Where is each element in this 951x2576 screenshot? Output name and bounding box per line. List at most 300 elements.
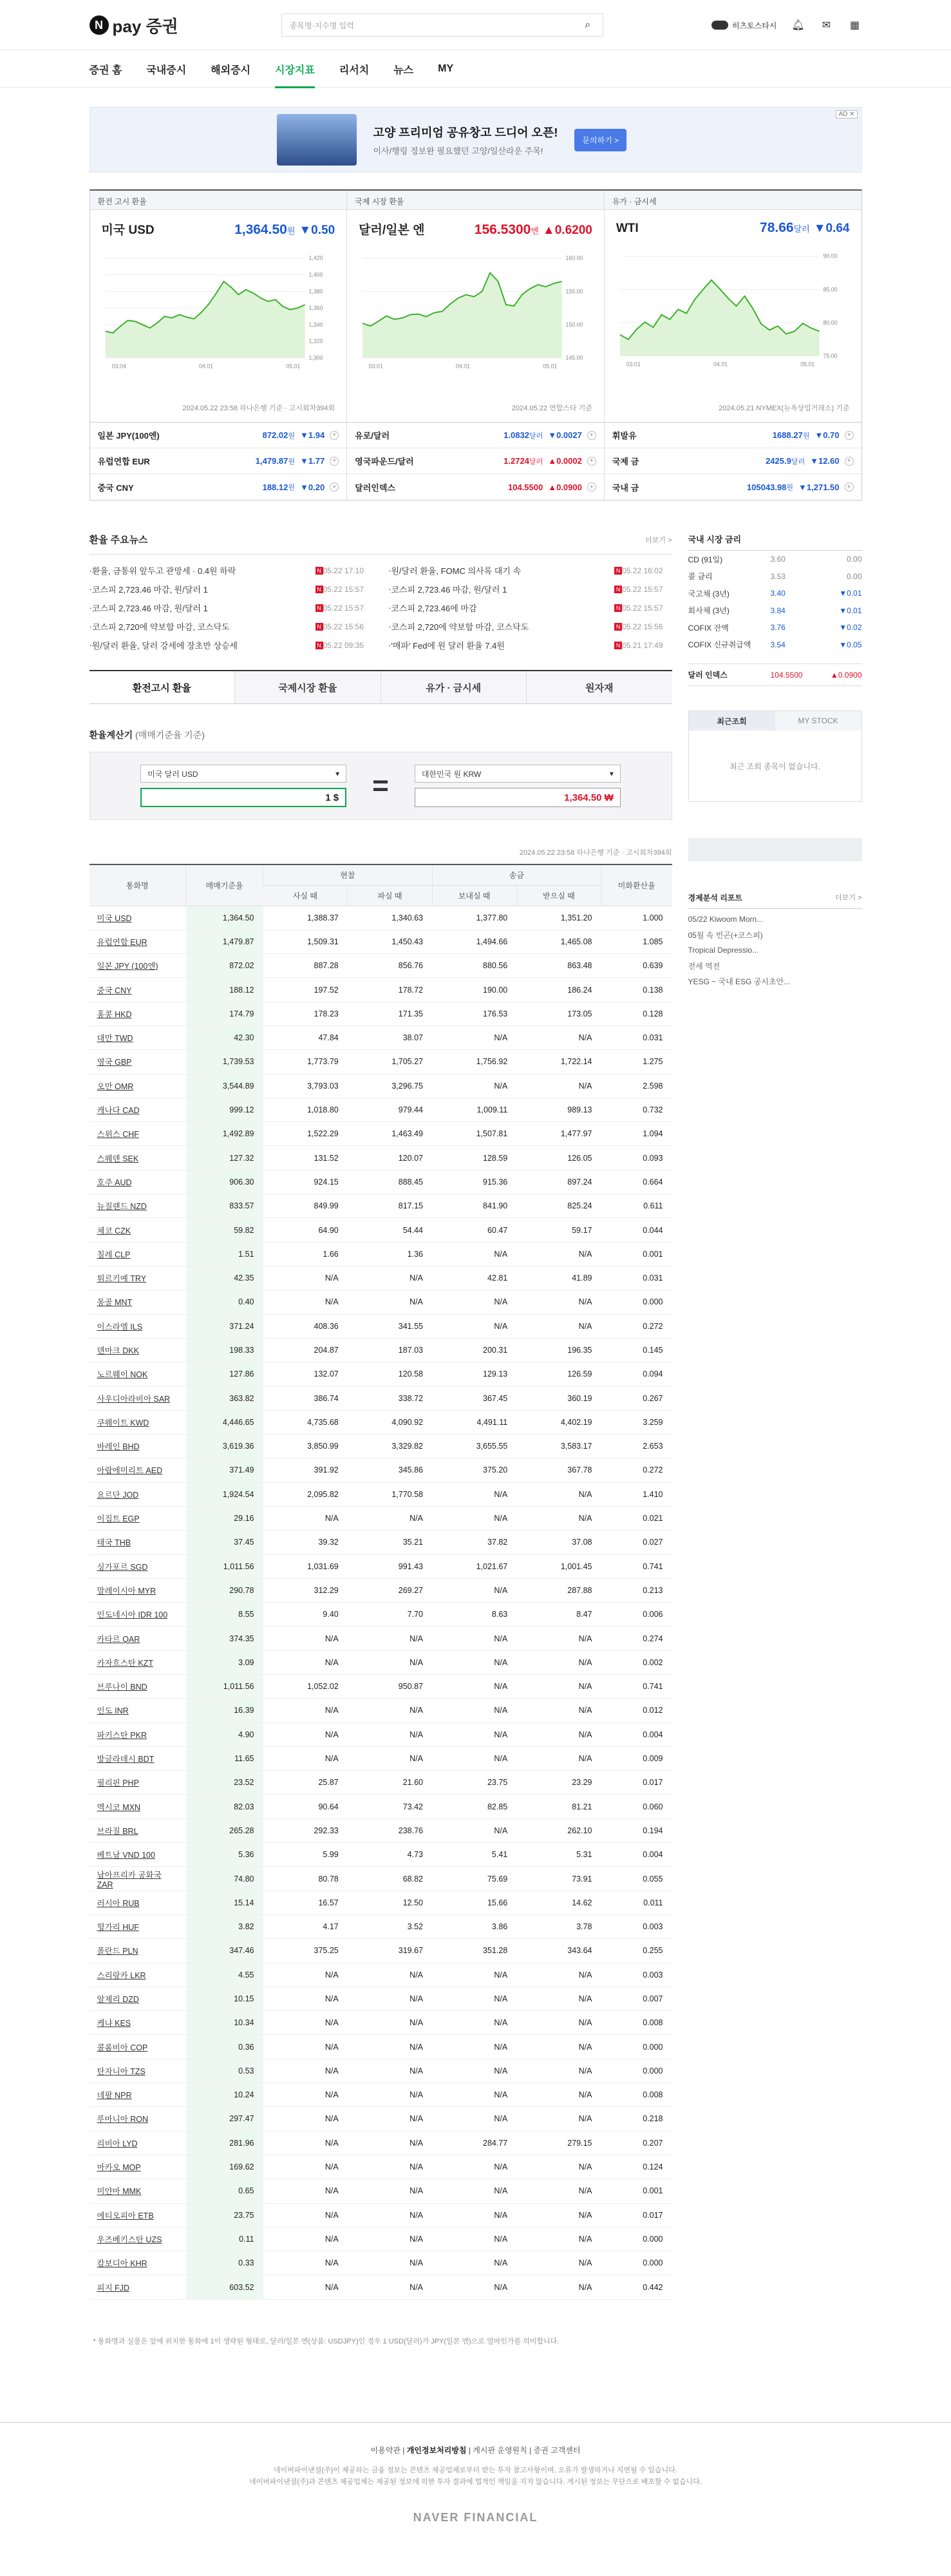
table-row[interactable] xyxy=(89,906,672,930)
market-section-head[interactable]: 환전 고시 환율 xyxy=(97,197,147,206)
currency-name-link[interactable]: 중국 CNY xyxy=(89,978,186,1002)
market-card[interactable] xyxy=(604,210,862,422)
search-input[interactable]: 종목명·지수명 입력 ⌕ xyxy=(281,14,603,37)
market-row[interactable] xyxy=(90,448,347,474)
rate-cell: 47.84 xyxy=(263,1026,348,1049)
add-favorite-icon[interactable]: + xyxy=(845,431,854,440)
table-row[interactable] xyxy=(89,930,672,953)
table-row[interactable] xyxy=(89,1578,672,1602)
table-row[interactable] xyxy=(89,1506,672,1530)
currency-name-link[interactable]: 튀르키예 TRY xyxy=(89,1266,186,1290)
rate-value: 3.76 xyxy=(770,623,786,633)
domestic-rate-row[interactable] xyxy=(688,551,862,568)
rate-cell: N/A xyxy=(263,1746,348,1770)
footer-link[interactable]: 개인정보처리방침 xyxy=(406,2446,467,2455)
currency-name-link[interactable]: 호주 AUD xyxy=(89,1170,186,1194)
table-row[interactable] xyxy=(89,1170,672,1194)
market-row-value: 105043.98 xyxy=(746,482,787,492)
currency-name-link[interactable]: 케냐 KES xyxy=(89,2011,186,2035)
rate-cell: N/A xyxy=(348,2107,432,2131)
market-row-name: 달러인덱스 xyxy=(355,482,395,493)
market-row[interactable] xyxy=(605,474,862,500)
currency-name-link[interactable]: 말레이시아 MYR xyxy=(89,1578,186,1602)
rate-cell: 1,756.92 xyxy=(432,1050,516,1074)
bell-icon[interactable]: 🔔︎ xyxy=(791,20,805,31)
bullet: · xyxy=(388,566,391,575)
table-row[interactable] xyxy=(89,2179,672,2203)
y-tick-label: 155.00 xyxy=(565,288,583,295)
add-favorite-icon[interactable]: + xyxy=(587,431,596,440)
news-headline[interactable]: '매파' Fed에 원 달러 환율 7.4원 xyxy=(391,641,505,651)
currency-name-link[interactable]: 일본 JPY (100엔) xyxy=(89,954,186,978)
table-row[interactable] xyxy=(89,1987,672,2010)
table-row[interactable] xyxy=(89,1410,672,1434)
table-row[interactable] xyxy=(89,1914,672,1938)
currency-name-link[interactable]: 루마니아 RON xyxy=(89,2107,186,2131)
nav-tab[interactable]: 국내증시 xyxy=(146,64,187,76)
table-row[interactable] xyxy=(89,1122,672,1146)
market-row-value: 1.0832 xyxy=(504,430,529,440)
rate-cell: 1,450.43 xyxy=(348,930,432,953)
table-row[interactable] xyxy=(89,1218,672,1242)
rate-cell: 21.60 xyxy=(348,1771,432,1795)
nav-tab[interactable]: 해외증시 xyxy=(211,64,250,76)
market-row-unit: 원 xyxy=(288,484,295,491)
table-row[interactable] xyxy=(89,1435,672,1458)
rate-cell: 29.16 xyxy=(186,1506,263,1530)
rate-cell: 0.732 xyxy=(601,1098,672,1121)
footer-link[interactable]: 증권 고객센터 xyxy=(533,2446,581,2455)
currency-name-link[interactable]: 러시아 RUB xyxy=(89,1891,186,1914)
currency-name-link[interactable]: 리비아 LYD xyxy=(89,2131,186,2155)
rate-cell: 4,735.68 xyxy=(263,1410,348,1434)
rate-cell: 269.27 xyxy=(348,1578,432,1602)
domestic-rate-row[interactable] xyxy=(688,619,862,636)
table-row[interactable] xyxy=(89,1074,672,1098)
table-row[interactable] xyxy=(89,1603,672,1627)
report-item[interactable]: 05/22 Kiwoom Morn... xyxy=(688,915,764,924)
news-item[interactable] xyxy=(89,617,373,636)
rate-cell: 42.35 xyxy=(186,1266,263,1290)
rate-cell: N/A xyxy=(516,1675,601,1699)
table-row[interactable] xyxy=(89,1194,672,1218)
rate-cell: N/A xyxy=(432,2275,516,2299)
currency-name-link[interactable]: 영국 GBP xyxy=(89,1050,186,1074)
market-card[interactable] xyxy=(346,210,604,422)
currency-name-link[interactable]: 체코 CZK xyxy=(89,1218,186,1242)
nav-tab[interactable]: 증권 홈 xyxy=(89,64,122,76)
currency-name-link[interactable]: 태국 THB xyxy=(89,1531,186,1554)
nav-tab[interactable]: 리서치 xyxy=(339,64,370,76)
market-card-note: 2024.05.21 NYMEX(뉴욕상업거래소) 기준 xyxy=(719,405,850,412)
dollar-index-row[interactable]: 달러 인덱스 104.5500 ▲0.0900 xyxy=(688,663,862,686)
currency-name-link[interactable]: 필리핀 PHP xyxy=(89,1771,186,1795)
market-row-unit: 달러 xyxy=(529,432,543,440)
ad-inquiry-button[interactable]: 문의하기 > xyxy=(574,129,626,151)
rate-cell: N/A xyxy=(263,2035,348,2059)
market-section-head[interactable]: 유가 · 금시세 xyxy=(604,191,862,209)
market-card-unit: 달러 xyxy=(793,224,810,234)
table-row[interactable] xyxy=(89,1554,672,1578)
news-headline[interactable]: 원/달러 환율, 달러 강세에 장초반 상승세 xyxy=(91,641,238,651)
market-row[interactable] xyxy=(347,474,604,500)
rate-name: COFIX 신규취급액 xyxy=(688,640,751,650)
table-row[interactable] xyxy=(89,2035,672,2059)
rate-cell: N/A xyxy=(348,2203,432,2227)
table-row[interactable] xyxy=(89,1627,672,1650)
rate-cell: 120.58 xyxy=(348,1362,432,1386)
bullet: · xyxy=(388,603,391,613)
currency-name-link[interactable]: 미국 USD xyxy=(89,906,186,930)
market-row[interactable] xyxy=(605,423,862,448)
currency-name-link[interactable]: 베트남 VND 100 xyxy=(89,1843,186,1867)
nav-tab[interactable]: MY xyxy=(438,63,454,74)
rate-tab[interactable]: 원자재 xyxy=(526,671,672,703)
domestic-rate-row[interactable] xyxy=(688,636,862,654)
add-favorite-icon[interactable]: + xyxy=(587,457,596,466)
table-row[interactable] xyxy=(89,1891,672,1914)
rate-cell: 0.213 xyxy=(601,1578,672,1602)
add-favorite-icon[interactable]: + xyxy=(330,482,339,491)
rate-cell: N/A xyxy=(432,1290,516,1314)
table-row[interactable] xyxy=(89,1482,672,1506)
rate-cell: 1,739.53 xyxy=(186,1050,263,1074)
y-tick-label: 1,300 xyxy=(308,354,323,361)
news-item[interactable] xyxy=(388,561,672,580)
table-row[interactable] xyxy=(89,1867,672,1891)
table-row[interactable] xyxy=(89,2107,672,2131)
currency-name-link[interactable]: 쿠웨이트 KWD xyxy=(89,1410,186,1434)
market-row-value: 872.02 xyxy=(262,430,288,440)
rate-cell: N/A xyxy=(348,2251,432,2275)
news-headline[interactable]: 코스피 2,720에 약보합 마감, 코스닥도 xyxy=(391,622,529,632)
currency-name-link[interactable]: 우즈베키스탄 UZS xyxy=(89,2227,186,2251)
currency-name-link[interactable]: 이스라엘 ILS xyxy=(89,1314,186,1338)
recent-tab[interactable]: MY STOCK xyxy=(775,711,862,730)
news-headline[interactable]: 코스피 2,723.46에 마감 xyxy=(391,604,477,613)
currency-name-link[interactable]: 오만 OMR xyxy=(89,1074,186,1098)
report-item[interactable]: 전세 역전 xyxy=(688,961,720,971)
ad-close-button[interactable]: AD ✕ xyxy=(836,110,857,119)
rate-cell: 39.32 xyxy=(263,1531,348,1554)
table-row[interactable] xyxy=(89,1771,672,1795)
chevron-down-icon: ▾ xyxy=(609,769,614,778)
currency-name-link[interactable]: 미얀마 MMK xyxy=(89,2179,186,2203)
market-card-note: 2024.05.22 23:58 하나은행 기준 · 고시회차394회 xyxy=(182,405,335,412)
rate-cell: 1,522.29 xyxy=(263,1122,348,1146)
currency-name-link[interactable]: 스위스 CHF xyxy=(89,1122,186,1146)
mail-icon[interactable]: ✉ xyxy=(822,20,831,31)
recent-tab[interactable]: 최근조회 xyxy=(689,711,775,730)
add-favorite-icon[interactable]: + xyxy=(845,457,854,466)
rate-cell: 59.82 xyxy=(186,1218,263,1242)
rate-tab[interactable]: 환전고시 환율 xyxy=(89,671,235,703)
y-tick-label: 75.00 xyxy=(823,352,838,359)
currency-name-link[interactable]: 폴란드 PLN xyxy=(89,1939,186,1963)
rate-cell: N/A xyxy=(348,2155,432,2179)
rate-cell: N/A xyxy=(516,2227,601,2251)
market-row-value: 2425.9 xyxy=(766,456,791,466)
rate-cell: 0.044 xyxy=(601,1218,672,1242)
news-item[interactable] xyxy=(89,580,373,598)
currency-name-link[interactable]: 캄보디아 KHR xyxy=(89,2251,186,2275)
table-row[interactable] xyxy=(89,2251,672,2275)
rate-cell: N/A xyxy=(263,2251,348,2275)
table-row[interactable] xyxy=(89,954,672,978)
table-row[interactable] xyxy=(89,1362,672,1386)
rate-cell: 0.741 xyxy=(601,1554,672,1578)
currency-name-link[interactable]: 카타르 QAR xyxy=(89,1627,186,1650)
rate-cell: 1,021.67 xyxy=(432,1554,516,1578)
news-headline[interactable]: 원/달러 환율, FOMC 의사록 대기 속 xyxy=(391,566,522,576)
rate-cell: 319.67 xyxy=(348,1939,432,1963)
currency-name-link[interactable]: 알제리 DZD xyxy=(89,1987,186,2010)
currency-name-link[interactable]: 멕시코 MXN xyxy=(89,1795,186,1818)
rate-cell: N/A xyxy=(516,1482,601,1506)
market-row-name: 국제 금 xyxy=(612,457,639,466)
table-row[interactable] xyxy=(89,1338,672,1362)
y-tick-label: 1,360 xyxy=(308,305,323,312)
rate-cell: N/A xyxy=(516,2155,601,2179)
currency-name-link[interactable]: 스웨덴 SEK xyxy=(89,1146,186,1170)
market-card[interactable] xyxy=(90,210,347,422)
rate-cell: N/A xyxy=(432,1506,516,1530)
table-row[interactable] xyxy=(89,1314,672,1338)
currency-name-link[interactable]: 인도네시아 IDR 100 xyxy=(89,1603,186,1627)
currency-name-link[interactable]: 에티오피아 ETB xyxy=(89,2203,186,2227)
news-item[interactable] xyxy=(388,580,672,598)
news-headline[interactable]: 코스피 2,723.46 마감, 원/달러 1 xyxy=(91,585,208,595)
add-favorite-icon[interactable]: + xyxy=(845,482,854,491)
table-row[interactable] xyxy=(89,1795,672,1818)
ad-banner[interactable] xyxy=(89,107,862,173)
table-row[interactable] xyxy=(89,2227,672,2251)
currency-name-link[interactable]: 요르단 JOD xyxy=(89,1482,186,1506)
domestic-rate-row[interactable] xyxy=(688,602,862,620)
rate-tab[interactable]: 유가 · 금시세 xyxy=(381,671,527,703)
currency-name-link[interactable]: 헝가리 HUF xyxy=(89,1914,186,1938)
y-tick-label: 90.00 xyxy=(823,253,838,260)
table-row[interactable] xyxy=(89,1266,672,1290)
news-item[interactable] xyxy=(89,561,373,580)
add-favorite-icon[interactable]: + xyxy=(587,482,596,491)
rate-cell: 132.07 xyxy=(263,1362,348,1386)
currency-name-link[interactable]: 유럽연합 EUR xyxy=(89,930,186,953)
table-row[interactable] xyxy=(89,2275,672,2299)
table-row[interactable] xyxy=(89,1722,672,1746)
rate-cell: 0.000 xyxy=(601,2251,672,2275)
currency-name-link[interactable]: 아랍에미리트 AED xyxy=(89,1458,186,1482)
market-row-unit: 달러 xyxy=(791,457,805,466)
news-item[interactable] xyxy=(388,617,672,636)
report-item[interactable]: Tropical Depressio... xyxy=(688,946,759,955)
currency-name-link[interactable]: 피지 FJD xyxy=(89,2275,186,2299)
market-row-change: ▼12.60 xyxy=(810,456,840,466)
rate-cell: N/A xyxy=(432,2035,516,2059)
rate-cell: 1,463.49 xyxy=(348,1122,432,1146)
rate-cell: 1.000 xyxy=(601,906,672,930)
currency-name-link[interactable]: 몽골 MNT xyxy=(89,1290,186,1314)
rate-cell: 0.001 xyxy=(601,2179,672,2203)
x-tick-label: 05.01 xyxy=(285,363,300,370)
currency-name-link[interactable]: 바레인 BHD xyxy=(89,1435,186,1458)
rate-change: ▼0.02 xyxy=(839,623,862,633)
market-row[interactable] xyxy=(347,423,604,448)
news-item[interactable] xyxy=(388,636,672,654)
rate-cell: 0.031 xyxy=(601,1266,672,1290)
currency-name-link[interactable]: 덴마크 DKK xyxy=(89,1338,186,1362)
currency-name-link[interactable]: 남아프리카 공화국 ZAR xyxy=(89,1867,186,1891)
rate-cell: 3,850.99 xyxy=(263,1435,348,1458)
add-favorite-icon[interactable]: + xyxy=(330,457,339,466)
currency-name-link[interactable]: 콜롬비아 COP xyxy=(89,2035,186,2059)
rate-tab[interactable]: 국제시장 환율 xyxy=(234,671,381,703)
table-row[interactable] xyxy=(89,1843,672,1867)
currency-name-link[interactable]: 마카오 MOP xyxy=(89,2155,186,2179)
currency-name-link[interactable]: 홍콩 HKD xyxy=(89,1002,186,1026)
main-nav xyxy=(0,50,951,88)
report-item[interactable]: 05월 속 빈곤(+코스피) xyxy=(688,930,763,940)
news-item[interactable] xyxy=(388,598,672,617)
currency-name-link[interactable]: 파키스탄 PKR xyxy=(89,1722,186,1746)
table-row[interactable] xyxy=(89,1963,672,1987)
rate-cell: 4,402.19 xyxy=(516,1410,601,1434)
report-item[interactable]: YESG ~ 국내 ESG 공시초안... xyxy=(688,977,791,986)
market-row[interactable] xyxy=(90,423,347,448)
footer-link[interactable]: 게시판 운영원칙 xyxy=(473,2446,527,2455)
rate-cell: 0.65 xyxy=(186,2179,263,2203)
rate-cell: 0.001 xyxy=(601,1242,672,1266)
news-headline[interactable]: 코스피 2,720에 약보합 마감, 코스닥도 xyxy=(91,622,230,632)
rate-cell: 849.99 xyxy=(263,1194,348,1218)
from-amount-input[interactable]: 1 $ xyxy=(140,788,346,807)
footer-link[interactable]: 이용약관 xyxy=(370,2446,400,2455)
news-item[interactable] xyxy=(89,636,373,654)
currency-name-link[interactable]: 브라질 BRL xyxy=(89,1818,186,1842)
rate-change: ▼0.05 xyxy=(839,640,862,649)
market-section-head[interactable]: 국제 시장 환율 xyxy=(346,191,604,209)
table-row[interactable] xyxy=(89,1050,672,1074)
currency-name-link[interactable]: 이집트 EGP xyxy=(89,1506,186,1530)
market-row[interactable] xyxy=(90,474,347,500)
rate-value: 3.84 xyxy=(770,606,786,615)
rate-cell: N/A xyxy=(432,1482,516,1506)
table-row[interactable] xyxy=(89,1458,672,1482)
grid-menu-icon[interactable]: ▦ xyxy=(849,20,860,31)
currency-name-link[interactable]: 노르웨이 NOK xyxy=(89,1362,186,1386)
hot-badge-icon: N xyxy=(315,604,323,612)
market-row[interactable] xyxy=(605,448,862,474)
hot-badge-icon: N xyxy=(315,567,323,575)
rate-cell: 880.56 xyxy=(432,954,516,978)
news-headline[interactable]: 환율, 금통위 앞두고 관망세 · 0.4원 하락 xyxy=(91,566,236,576)
news-headline[interactable]: 코스피 2,723.46 마감, 원/달러 1 xyxy=(391,585,507,595)
table-row[interactable] xyxy=(89,978,672,1002)
rate-cell: 0.055 xyxy=(601,1867,672,1891)
from-currency-select[interactable]: 미국 달러 USD ▾ xyxy=(140,765,346,783)
rate-cell: 279.15 xyxy=(516,2131,601,2155)
table-row[interactable] xyxy=(89,2011,672,2035)
currency-name-link[interactable]: 탄자니아 TZS xyxy=(89,2059,186,2083)
table-row[interactable] xyxy=(89,1675,672,1699)
user-menu[interactable]: 히츠토스타시 xyxy=(711,20,777,31)
currency-name-link[interactable]: 캐나다 CAD xyxy=(89,1098,186,1121)
table-row[interactable] xyxy=(89,1098,672,1121)
currency-name-link[interactable]: 네팔 NPR xyxy=(89,2083,186,2107)
market-row[interactable] xyxy=(347,448,604,474)
currency-name-link[interactable]: 사우디아라비아 SAR xyxy=(89,1386,186,1410)
currency-name-link[interactable]: 싱가포르 SGD xyxy=(89,1554,186,1578)
table-row[interactable] xyxy=(89,2203,672,2227)
news-headline[interactable]: 코스피 2,723.46 마감, 원/달러 1 xyxy=(91,604,208,613)
to-currency-select[interactable]: 대한민국 원 KRW ▾ xyxy=(415,765,621,783)
table-row[interactable] xyxy=(89,1290,672,1314)
rate-cell: 0.003 xyxy=(601,1963,672,1987)
col-currency[interactable]: 통화명 xyxy=(89,864,186,906)
rate-cell: 897.24 xyxy=(516,1170,601,1194)
rate-cell: 73.42 xyxy=(348,1795,432,1818)
table-row[interactable] xyxy=(89,2059,672,2083)
table-row[interactable] xyxy=(89,2155,672,2179)
nav-tab[interactable]: 시장지표 xyxy=(275,50,315,88)
news-item[interactable] xyxy=(89,598,373,617)
currency-name-link[interactable]: 카자흐스탄 KZT xyxy=(89,1650,186,1674)
table-row[interactable] xyxy=(89,1699,672,1722)
table-row[interactable] xyxy=(89,1746,672,1770)
table-row[interactable] xyxy=(89,1650,672,1674)
add-favorite-icon[interactable]: + xyxy=(330,431,339,440)
rate-cell: 74.80 xyxy=(186,1867,263,1891)
rate-cell: 1,377.80 xyxy=(432,906,516,930)
currency-name-link[interactable]: 인도 INR xyxy=(89,1699,186,1722)
table-row[interactable] xyxy=(89,1818,672,1842)
table-row[interactable] xyxy=(89,2083,672,2107)
currency-name-link[interactable]: 스리랑카 LKR xyxy=(89,1963,186,1987)
search-icon[interactable]: ⌕ xyxy=(585,19,591,30)
table-row[interactable] xyxy=(89,1242,672,1266)
rate-cell: 265.28 xyxy=(186,1818,263,1842)
table-row[interactable] xyxy=(89,1939,672,1963)
table-row[interactable] xyxy=(89,1026,672,1049)
rate-cell: 11.65 xyxy=(186,1746,263,1770)
rate-cell: 120.07 xyxy=(348,1146,432,1170)
table-row[interactable] xyxy=(89,1531,672,1554)
domestic-rate-row[interactable] xyxy=(688,585,862,602)
table-row[interactable] xyxy=(89,1146,672,1170)
market-card-value-group xyxy=(234,222,335,238)
domestic-rate-row[interactable] xyxy=(688,568,862,586)
ad-subtitle: 이사/행링 정보완 필요했던 고양/일산라운 주목! xyxy=(373,146,543,156)
table-row[interactable] xyxy=(89,2131,672,2155)
currency-name-link[interactable]: 대만 TWD xyxy=(89,1026,186,1049)
currency-name-link[interactable]: 칠레 CLP xyxy=(89,1242,186,1266)
table-row[interactable] xyxy=(89,1002,672,1026)
chart-area xyxy=(620,280,820,356)
nav-tab[interactable]: 뉴스 xyxy=(393,64,414,76)
market-card-unit: 엔 xyxy=(531,226,539,236)
currency-name-link[interactable]: 뉴질랜드 NZD xyxy=(89,1194,186,1218)
rate-cell: 200.31 xyxy=(432,1338,516,1362)
naver-pay-logo[interactable]: N pay 증권 xyxy=(89,14,178,37)
table-row[interactable] xyxy=(89,1386,672,1410)
to-amount-output[interactable]: 1,364.50 ₩ xyxy=(415,788,621,807)
rate-cell: 0.145 xyxy=(601,1338,672,1362)
rate-cell: 126.59 xyxy=(516,1362,601,1386)
currency-name-link[interactable]: 브루나이 BND xyxy=(89,1675,186,1699)
currency-name-link[interactable]: 방글라데시 BDT xyxy=(89,1746,186,1770)
news-more-link[interactable]: 더보기 > xyxy=(645,536,672,544)
report-more-link[interactable]: 더보기 > xyxy=(835,894,862,902)
